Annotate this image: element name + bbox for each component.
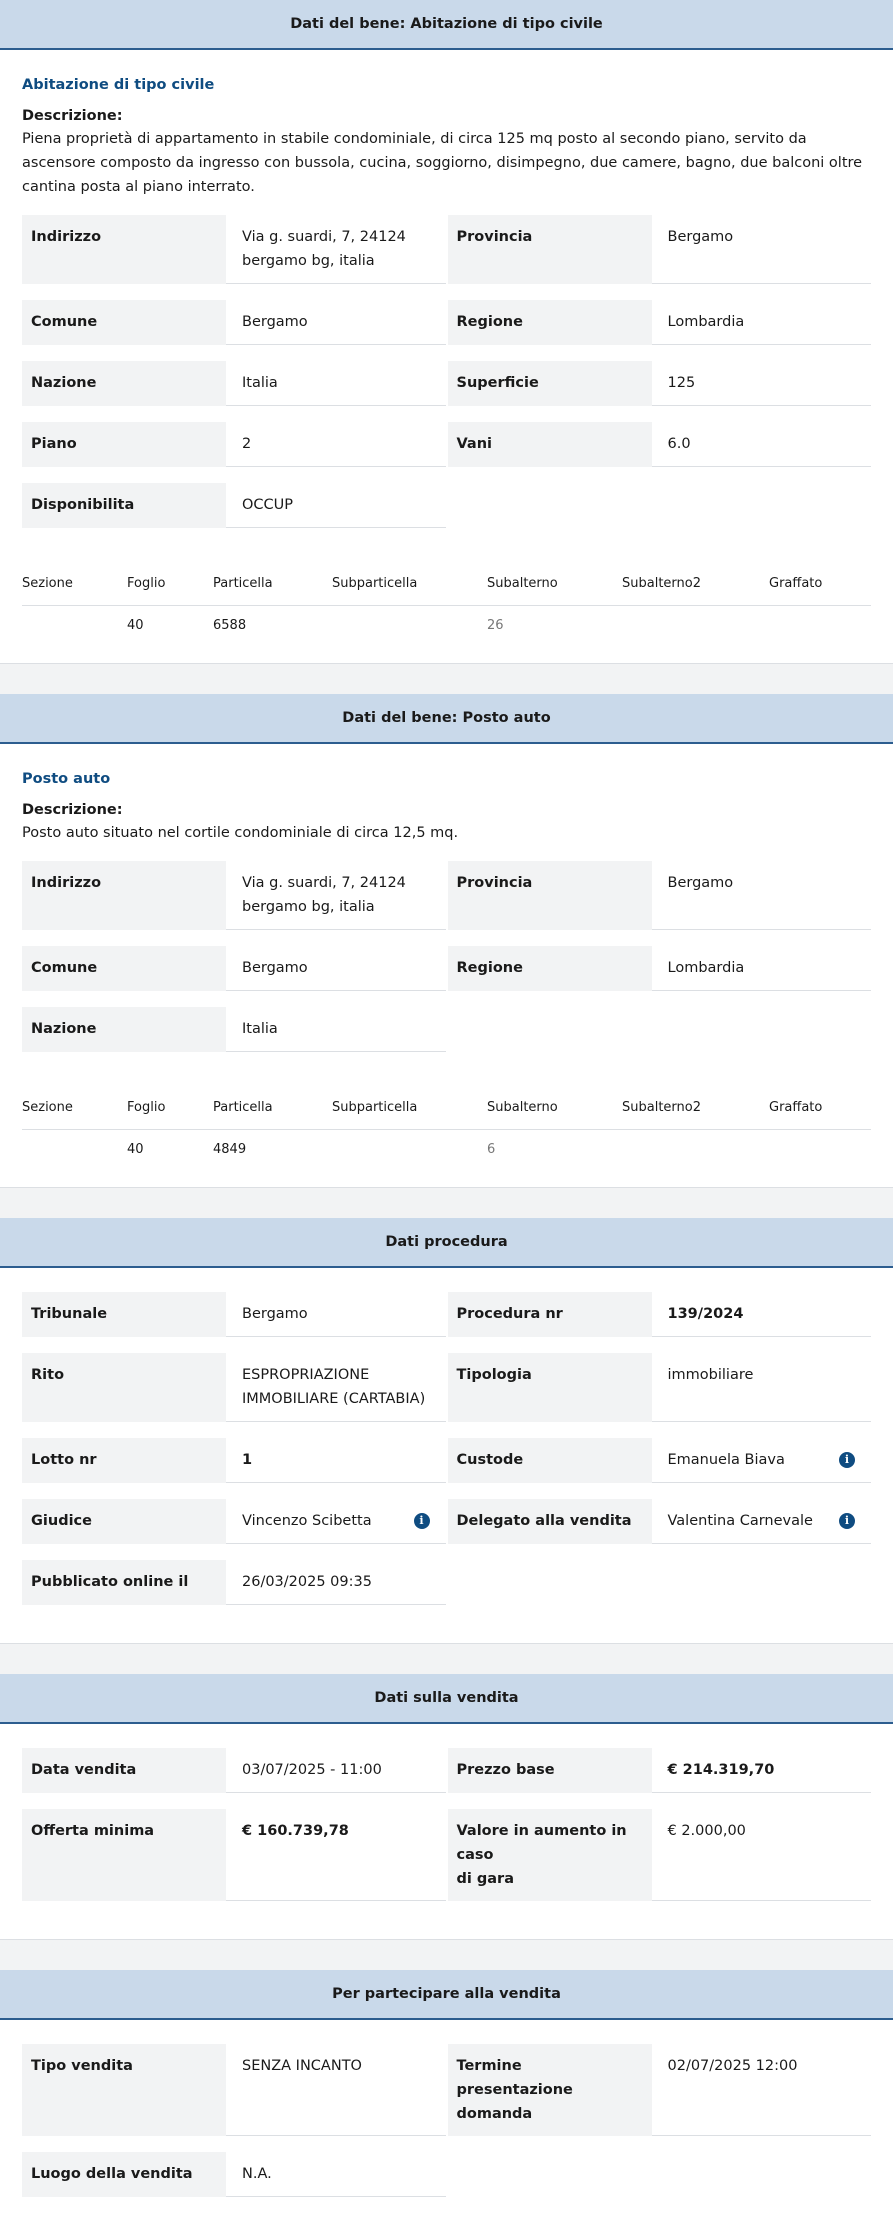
field-rito: [22, 1353, 446, 1422]
field-comune: [22, 300, 446, 345]
field-value: SENZA INCANTO: [226, 2044, 446, 2136]
field-value: immobiliare: [652, 1353, 872, 1422]
field-termine: [448, 2044, 872, 2136]
field-data-vendita: [22, 1748, 446, 1793]
field-label: Provincia: [448, 861, 652, 930]
table-row: [22, 606, 871, 642]
cell-particella: 6588: [213, 618, 247, 633]
field-regione: [448, 946, 872, 991]
field-value: € 2.000,00: [652, 1809, 872, 1901]
field-label: Data vendita: [22, 1748, 226, 1793]
field-provincia: [448, 861, 872, 930]
field-value: [226, 215, 446, 284]
field-value: 03/07/2025 - 11:00: [226, 1748, 446, 1793]
info-icon[interactable]: i: [839, 1452, 855, 1468]
section-header: Dati procedura: [0, 1218, 893, 1268]
section-header: Dati del bene: Posto auto: [0, 694, 893, 744]
description-text: Piena proprietà di appartamento in stabile condominiale, di circa 125 mq posto al secondo piano, servito da ascensore composto da ingresso con bussola, cucina, soggiorno, disimpegno, due camere, bagno, due balconi oltre cantina posta al piano interrato.: [22, 131, 863, 195]
catasto-table: [22, 1088, 871, 1165]
giudice-name: Vincenzo Scibetta: [242, 1513, 372, 1529]
field-value: 125: [652, 361, 872, 406]
field-luogo: [22, 2152, 446, 2197]
col-subalterno: Subalterno: [487, 1088, 622, 1130]
vendita-section: [0, 1674, 893, 1939]
col-graffato: Graffato: [769, 1088, 871, 1130]
field-value: 6.0: [652, 422, 872, 467]
field-value: Bergamo: [652, 861, 872, 930]
field-value: N.A.: [226, 2152, 446, 2197]
field-value: [226, 1499, 446, 1544]
field-label: Disponibilita: [22, 483, 226, 528]
description-label: Descrizione:: [22, 108, 123, 124]
procedura-grid: [22, 1292, 871, 1621]
catasto-header-row: [22, 564, 871, 606]
field-label: Vani: [448, 422, 652, 467]
field-lotto: [22, 1438, 446, 1483]
field-value: Bergamo: [226, 300, 446, 345]
field-value: 1: [226, 1438, 446, 1483]
field-piano: [22, 422, 446, 467]
cell-subalterno: 26: [487, 618, 504, 633]
col-particella: Particella: [213, 564, 332, 606]
field-regione: [448, 300, 872, 345]
field-value: Italia: [226, 361, 446, 406]
field-value: 02/07/2025 12:00: [652, 2044, 872, 2136]
field-label: Lotto nr: [22, 1438, 226, 1483]
table-row: [22, 1130, 871, 1166]
details-grid: [22, 861, 871, 1068]
col-foglio: Foglio: [127, 1088, 213, 1130]
field-value: 26/03/2025 09:35: [226, 1560, 446, 1605]
field-label: [448, 2044, 652, 2136]
field-label: Prezzo base: [448, 1748, 652, 1793]
field-label: Tipo vendita: [22, 2044, 226, 2136]
field-value: [652, 1499, 872, 1544]
field-indirizzo: [22, 215, 446, 284]
field-value: Bergamo: [226, 1292, 446, 1337]
cell-graffato: [769, 1130, 871, 1166]
vendita-grid: [22, 1748, 871, 1917]
field-label: Tipologia: [448, 1353, 652, 1422]
bene-title: Abitazione di tipo civile: [22, 77, 215, 93]
delegato-name: Valentina Carnevale: [667, 1513, 813, 1529]
field-prezzo-base: [448, 1748, 872, 1793]
field-value: OCCUP: [226, 483, 446, 528]
field-value: Bergamo: [226, 946, 446, 991]
field-indirizzo: [22, 861, 446, 930]
section-divider: [0, 1939, 893, 1970]
section-header: Dati del bene: Abitazione di tipo civile: [0, 0, 893, 50]
description-label: Descrizione:: [22, 802, 123, 818]
field-pubblicato: [22, 1560, 446, 1605]
address-line-2: bergamo bg, italia: [242, 899, 375, 915]
cell-subparticella: [332, 606, 487, 642]
bene-title: Posto auto: [22, 771, 111, 787]
field-label: Comune: [22, 946, 226, 991]
col-subalterno2: Subalterno2: [622, 564, 769, 606]
col-sezione: Sezione: [22, 1088, 127, 1130]
info-icon[interactable]: i: [839, 1513, 855, 1529]
field-label: Indirizzo: [22, 861, 226, 930]
cell-foglio: 40: [127, 618, 144, 633]
field-valore-aumento: [448, 1809, 872, 1901]
field-label: Offerta minima: [22, 1809, 226, 1901]
section-header: Dati sulla vendita: [0, 1674, 893, 1724]
col-particella: Particella: [213, 1088, 332, 1130]
section-header: Per partecipare alla vendita: [0, 1970, 893, 2020]
field-value: € 214.319,70: [652, 1748, 872, 1793]
field-offerta-minima: [22, 1809, 446, 1901]
field-procedura-nr: [448, 1292, 872, 1337]
cell-sezione: [22, 606, 127, 642]
field-value: 139/2024: [652, 1292, 872, 1337]
catasto-header-row: [22, 1088, 871, 1130]
field-label: [448, 1809, 652, 1901]
procedura-section: [0, 1218, 893, 1643]
address-line-1: Via g. suardi, 7, 24124: [242, 229, 406, 245]
col-subparticella: Subparticella: [332, 1088, 487, 1130]
field-label: Delegato alla vendita: [448, 1499, 652, 1544]
bene-section-posto-auto: [0, 694, 893, 1187]
cell-subalterno2: [622, 606, 769, 642]
field-value: [226, 861, 446, 930]
info-icon[interactable]: i: [414, 1513, 430, 1529]
field-label: Piano: [22, 422, 226, 467]
cell-sezione: [22, 1130, 127, 1166]
field-value: Italia: [226, 1007, 446, 1052]
field-label: Nazione: [22, 361, 226, 406]
col-subparticella: Subparticella: [332, 564, 487, 606]
cell-foglio: 40: [127, 1142, 144, 1157]
field-value: [226, 1353, 446, 1422]
col-foglio: Foglio: [127, 564, 213, 606]
field-label: Comune: [22, 300, 226, 345]
field-provincia: [448, 215, 872, 284]
field-nazione: [22, 1007, 446, 1052]
field-custode: [448, 1438, 872, 1483]
field-label: Tribunale: [22, 1292, 226, 1337]
field-label: Regione: [448, 946, 652, 991]
field-label: Indirizzo: [22, 215, 226, 284]
label-line-1: Termine presentazione: [456, 2058, 573, 2098]
bene-section-abitazione: [0, 0, 893, 663]
cell-subalterno2: [622, 1130, 769, 1166]
field-tribunale: [22, 1292, 446, 1337]
custode-name: Emanuela Biava: [667, 1452, 785, 1468]
col-sezione: Sezione: [22, 564, 127, 606]
field-label: Procedura nr: [448, 1292, 652, 1337]
catasto-table: [22, 564, 871, 641]
section-divider: [0, 1643, 893, 1674]
field-label: Superficie: [448, 361, 652, 406]
field-label: Custode: [448, 1438, 652, 1483]
field-label: Rito: [22, 1353, 226, 1422]
rito-line-2: IMMOBILIARE (CARTABIA): [242, 1391, 426, 1407]
partecipare-grid: [22, 2044, 871, 2213]
field-value: Lombardia: [652, 300, 872, 345]
col-subalterno2: Subalterno2: [622, 1088, 769, 1130]
field-giudice: [22, 1499, 446, 1544]
field-label: Regione: [448, 300, 652, 345]
field-label: Giudice: [22, 1499, 226, 1544]
label-line-1: Valore in aumento in caso: [456, 1823, 627, 1863]
field-label: Nazione: [22, 1007, 226, 1052]
rito-line-1: ESPROPRIAZIONE: [242, 1367, 370, 1383]
field-value: Lombardia: [652, 946, 872, 991]
field-disponibilita: [22, 483, 446, 528]
col-graffato: Graffato: [769, 564, 871, 606]
address-line-2: bergamo bg, italia: [242, 253, 375, 269]
details-grid: [22, 215, 871, 544]
field-label: Luogo della vendita: [22, 2152, 226, 2197]
field-label: Pubblicato online il: [22, 1560, 226, 1605]
section-divider: [0, 1187, 893, 1218]
address-line-1: Via g. suardi, 7, 24124: [242, 875, 406, 891]
field-superficie: [448, 361, 872, 406]
cell-subparticella: [332, 1130, 487, 1166]
description-text: Posto auto situato nel cortile condominiale di circa 12,5 mq.: [22, 825, 459, 841]
field-value: [652, 1438, 872, 1483]
field-label: Provincia: [448, 215, 652, 284]
label-line-2: di gara: [456, 1871, 514, 1887]
cell-particella: 4849: [213, 1142, 247, 1157]
field-value: € 160.739,78: [226, 1809, 446, 1901]
label-line-2: domanda: [456, 2106, 533, 2122]
field-tipo-vendita: [22, 2044, 446, 2136]
col-subalterno: Subalterno: [487, 564, 622, 606]
field-nazione: [22, 361, 446, 406]
field-tipologia: [448, 1353, 872, 1422]
cell-graffato: [769, 606, 871, 642]
partecipare-section: [0, 1970, 893, 2235]
field-value: 2: [226, 422, 446, 467]
field-value: Bergamo: [652, 215, 872, 284]
cell-subalterno: 6: [487, 1142, 496, 1157]
field-delegato: [448, 1499, 872, 1544]
field-comune: [22, 946, 446, 991]
field-vani: [448, 422, 872, 467]
section-divider: [0, 663, 893, 694]
